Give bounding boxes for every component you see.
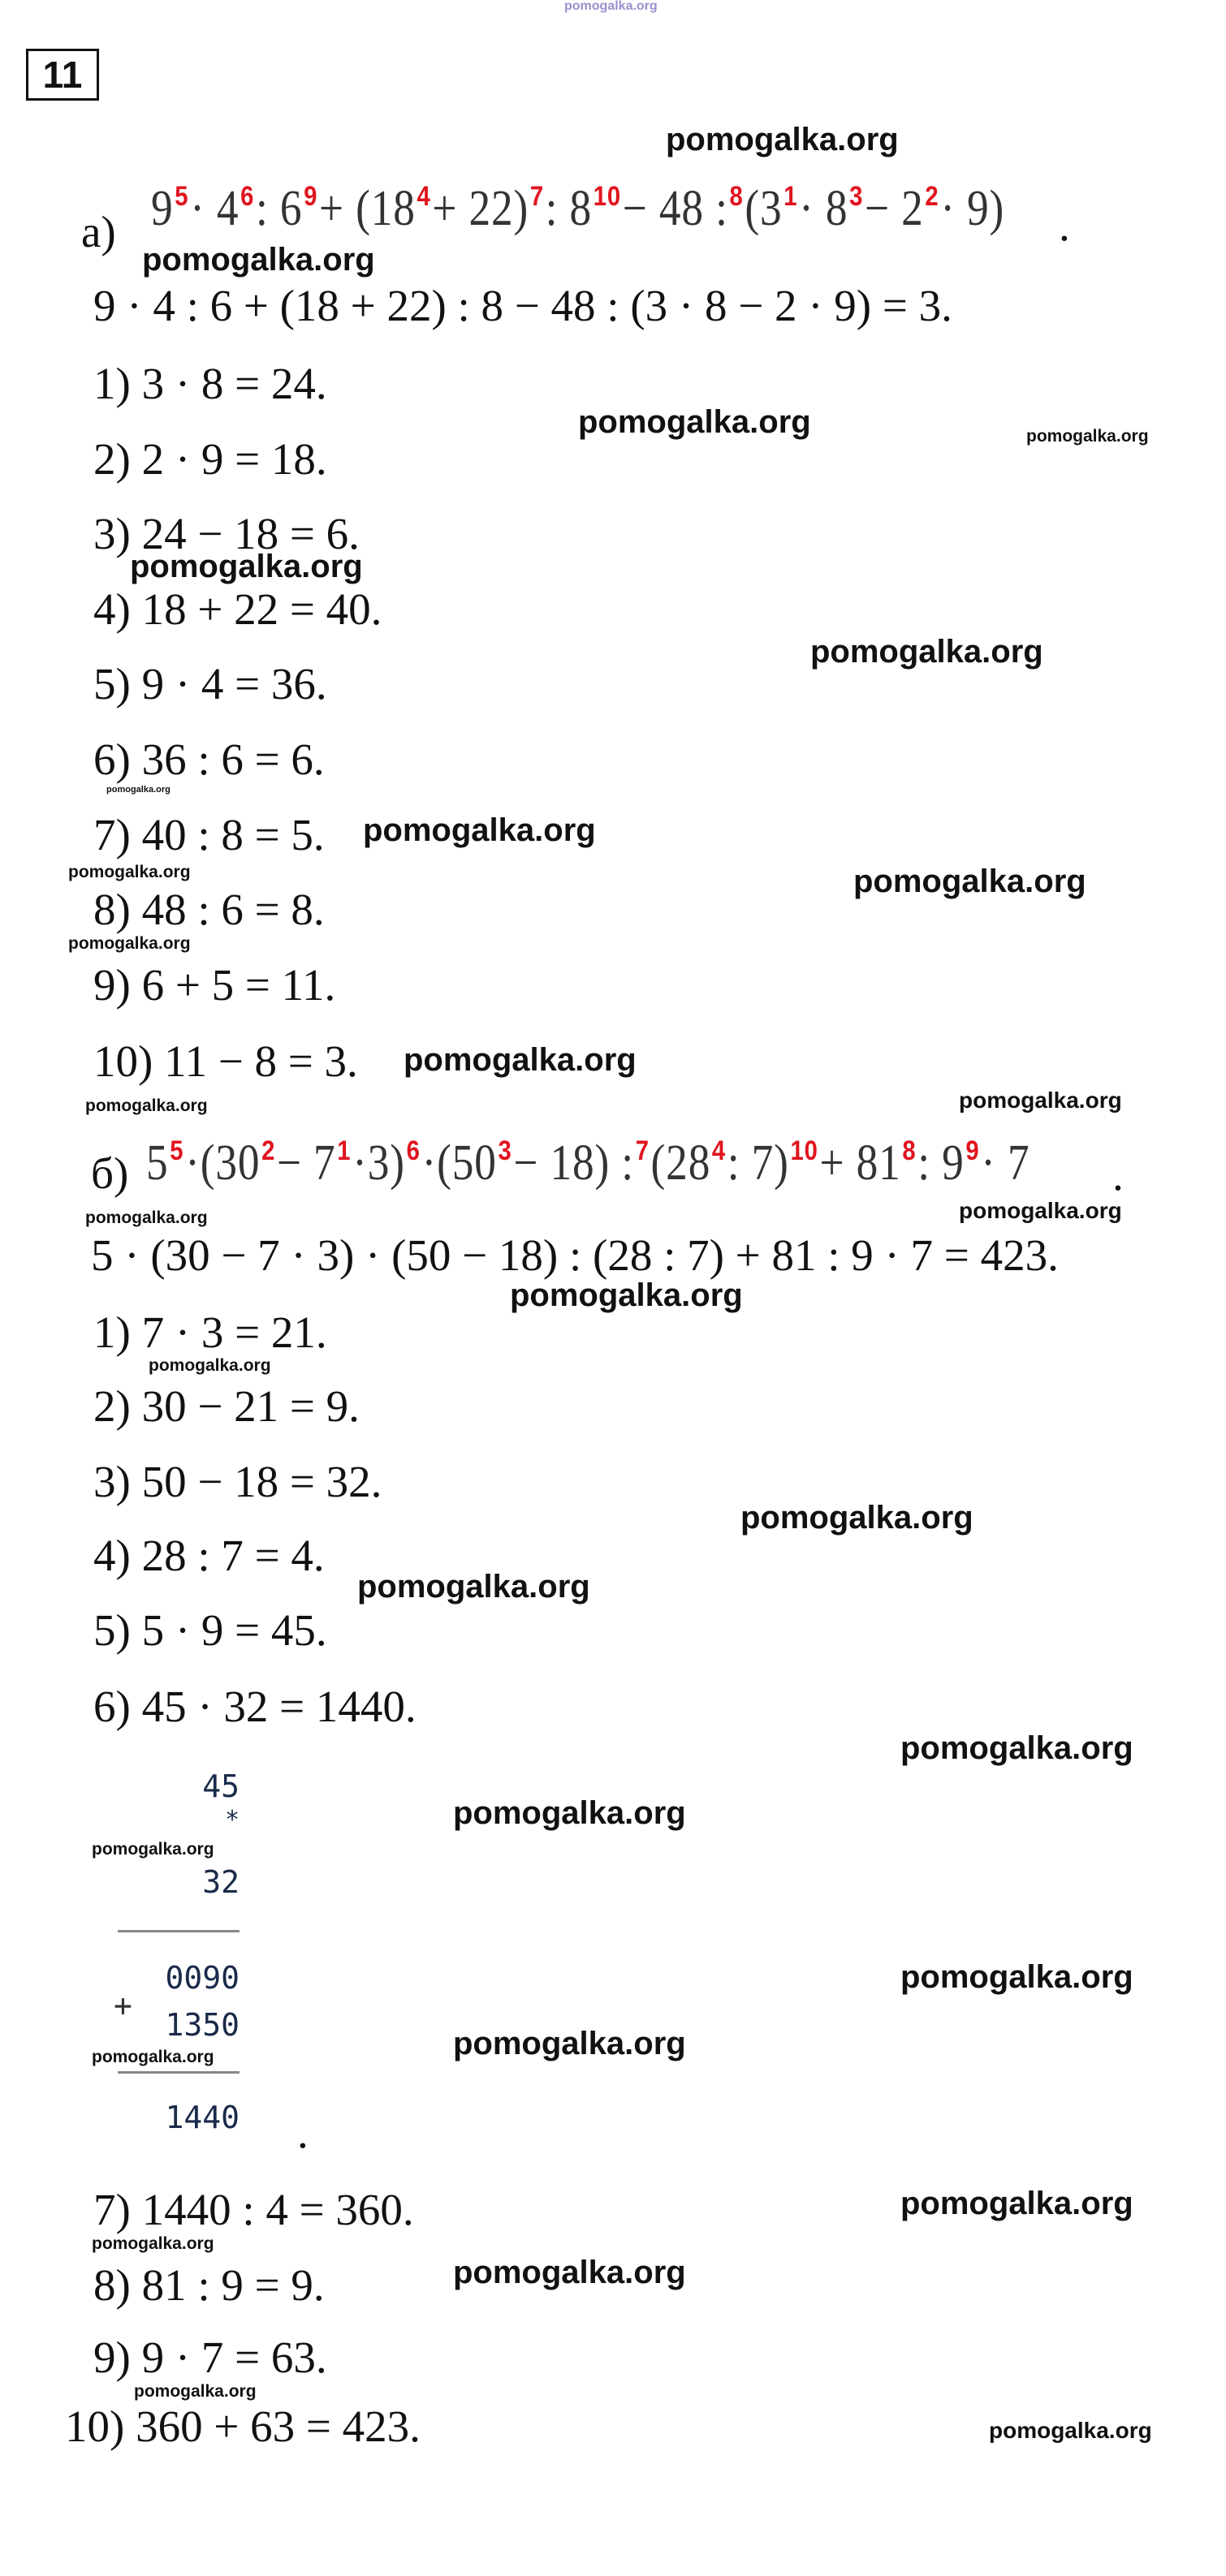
step-line: 9) 6 + 5 = 11. xyxy=(93,960,336,1010)
expression-term: ·3) xyxy=(352,1135,405,1191)
expression-term: ·(30 xyxy=(185,1135,261,1191)
watermark: pomogalka.org xyxy=(740,1500,973,1536)
step-line: 6) 45 · 32 = 1440. xyxy=(93,1682,417,1731)
step-line: 4) 18 + 22 = 40. xyxy=(93,584,382,634)
watermark: pomogalka.org xyxy=(959,1198,1122,1223)
watermark: pomogalka.org xyxy=(363,812,596,848)
expression-term: : 7) xyxy=(727,1135,789,1191)
watermark: pomogalka.org xyxy=(106,785,171,795)
watermark: pomogalka.org xyxy=(85,1096,208,1115)
column-plus-sign: + xyxy=(114,1988,132,2023)
step-line: 2) 2 · 9 = 18. xyxy=(93,434,327,484)
watermark: pomogalka.org xyxy=(959,1088,1122,1113)
order-mark: 10 xyxy=(593,181,622,212)
step-line: 7) 1440 : 4 = 360. xyxy=(93,2185,414,2234)
expression-term: · 4 xyxy=(190,181,240,236)
expression-term: − 48 : xyxy=(622,181,728,236)
part-b-equation: 5 · (30 − 7 · 3) · (50 − 18) : (28 : 7) + 81 : 9 · 7 = 423. xyxy=(91,1230,1059,1280)
expression-term: 5 xyxy=(146,1135,169,1191)
order-mark: 6 xyxy=(406,1135,421,1166)
step-line: 1) 3 · 8 = 24. xyxy=(93,359,327,408)
watermark: pomogalka.org xyxy=(130,549,363,584)
order-mark: 2 xyxy=(261,1135,276,1166)
order-mark: 7 xyxy=(635,1135,650,1166)
watermark: pomogalka.org xyxy=(149,1356,271,1375)
step-line: 8) 81 : 9 = 9. xyxy=(93,2260,325,2310)
expression-term: − 7 xyxy=(276,1135,336,1191)
order-mark: 10 xyxy=(790,1135,818,1166)
watermark: pomogalka.org xyxy=(1026,427,1149,446)
watermark: pomogalka.org xyxy=(900,1959,1133,1995)
order-mark: 4 xyxy=(711,1135,727,1166)
part-b-expression xyxy=(146,1135,1030,1191)
order-mark: 6 xyxy=(240,181,255,212)
step-line: 7) 40 : 8 = 5. xyxy=(93,810,325,859)
watermark: pomogalka.org xyxy=(357,1569,590,1605)
expression-term: : 6 xyxy=(256,181,303,236)
watermark: pomogalka.org xyxy=(989,2418,1152,2443)
step-line: 8) 48 : 6 = 8. xyxy=(93,885,325,934)
step-line: 4) 28 : 7 = 4. xyxy=(93,1531,325,1580)
watermark: pomogalka.org xyxy=(510,1277,743,1313)
column-result: 1440 xyxy=(165,2100,240,2135)
expression-term: : 9 xyxy=(917,1135,965,1191)
order-mark: 3 xyxy=(498,1135,512,1166)
watermark: pomogalka.org xyxy=(404,1042,637,1078)
order-mark: 5 xyxy=(175,181,189,212)
step-line: 3) 50 − 18 = 32. xyxy=(93,1457,382,1506)
watermark: pomogalka.org xyxy=(92,2234,214,2253)
step-line: 10) 360 + 63 = 423. xyxy=(65,2402,421,2451)
order-mark: 3 xyxy=(849,181,864,212)
order-mark: 9 xyxy=(965,1135,980,1166)
column-multiplicand: 45 xyxy=(202,1768,240,1804)
part-b-dot: . xyxy=(1112,1150,1124,1200)
column-partial-1: 0090 xyxy=(165,1960,240,1996)
watermark: pomogalka.org xyxy=(134,2382,257,2401)
watermark: pomogalka.org xyxy=(68,934,191,953)
expression-term: − 18) : xyxy=(513,1135,634,1191)
watermark: pomogalka.org xyxy=(453,2026,686,2061)
expression-term: : 8 xyxy=(545,181,593,236)
part-a-equation: 9 · 4 : 6 + (18 + 22) : 8 − 48 : (3 · 8 − 2 · 9) = 3. xyxy=(93,281,952,330)
part-b-label: б) xyxy=(91,1148,129,1198)
expression-term: + 81 xyxy=(819,1135,901,1191)
watermark: pomogalka.org xyxy=(68,863,191,881)
expression-term: (28 xyxy=(650,1135,711,1191)
order-mark: 4 xyxy=(417,181,431,212)
watermark: pomogalka.org xyxy=(578,404,811,440)
step-line: 10) 11 − 8 = 3. xyxy=(93,1036,358,1086)
step-line: 2) 30 − 21 = 9. xyxy=(93,1381,360,1431)
step-line: 5) 5 · 9 = 45. xyxy=(93,1605,327,1655)
column-line-1 xyxy=(118,1930,240,1932)
task-number: 11 xyxy=(26,49,99,101)
part-a-label: а) xyxy=(81,207,116,256)
order-mark: 2 xyxy=(925,181,939,212)
part-a-dot: . xyxy=(1059,200,1070,250)
watermark: pomogalka.org xyxy=(92,2048,214,2066)
order-mark: 7 xyxy=(529,181,544,212)
watermark: pomogalka.org xyxy=(900,2186,1133,2221)
expression-term: + 22) xyxy=(432,181,529,236)
order-mark: 1 xyxy=(337,1135,352,1166)
order-mark: 5 xyxy=(170,1135,184,1166)
order-mark: 8 xyxy=(729,181,744,212)
order-mark: 9 xyxy=(304,181,318,212)
order-mark: 1 xyxy=(784,181,798,212)
watermark: pomogalka.org xyxy=(666,122,899,157)
expression-term: · 9) xyxy=(940,181,1005,236)
watermark: pomogalka.org xyxy=(810,634,1043,670)
expression-term: 9 xyxy=(151,181,174,236)
expression-term: + (18 xyxy=(318,181,416,236)
step-line: 9) 9 · 7 = 63. xyxy=(93,2333,327,2382)
column-multiply-sign: * xyxy=(224,1806,240,1834)
watermark: pomogalka.org xyxy=(900,1730,1133,1766)
step-line: 3) 24 − 18 = 6. xyxy=(93,509,360,558)
step-line: 6) 36 : 6 = 6. xyxy=(93,734,325,784)
watermark: pomogalka.org xyxy=(453,1795,686,1831)
column-multiplier: 32 xyxy=(202,1864,240,1900)
expression-term: − 2 xyxy=(865,181,924,236)
watermark: pomogalka.org xyxy=(142,242,375,278)
top-watermark: pomogalka.org xyxy=(564,0,658,13)
part-a-expression xyxy=(151,180,1004,237)
column-partial-2: 1350 xyxy=(165,2007,240,2043)
expression-term: · 7 xyxy=(981,1135,1030,1191)
watermark: pomogalka.org xyxy=(853,864,1086,899)
watermark: pomogalka.org xyxy=(453,2255,686,2290)
order-mark: 8 xyxy=(902,1135,917,1166)
expression-term: · 8 xyxy=(799,181,848,236)
watermark: pomogalka.org xyxy=(92,1840,214,1859)
watermark: pomogalka.org xyxy=(85,1208,208,1227)
column-line-2 xyxy=(118,2071,240,2074)
step-line: 5) 9 · 4 = 36. xyxy=(93,659,327,709)
expression-term: (3 xyxy=(745,181,783,236)
column-dot: . xyxy=(297,2108,309,2157)
step-line: 1) 7 · 3 = 21. xyxy=(93,1307,327,1357)
expression-term: ·(50 xyxy=(421,1135,497,1191)
